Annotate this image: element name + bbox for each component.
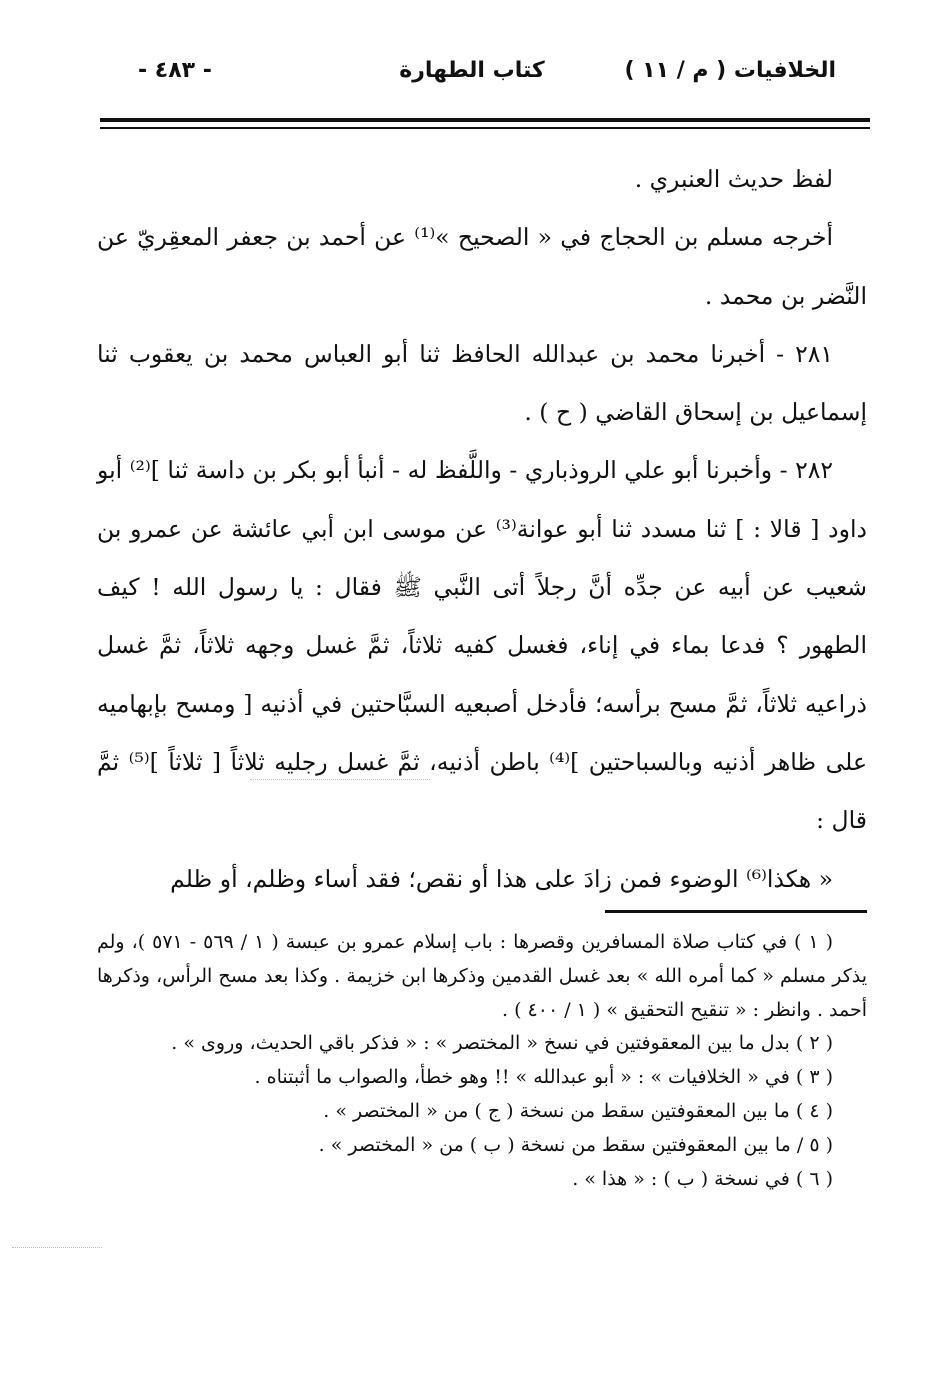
- footnotes: [97, 926, 867, 1196]
- footnote: ( ٦ ) في نسخة ( ب ) : « هذا » .: [572, 1167, 833, 1190]
- book-title: كتاب الطهارة: [399, 58, 545, 83]
- footnote: ( ٣ ) في « الخلافيات » : « أبو عبدالله » !! وهو خطأ، والصواب ما أثبتناه .: [254, 1066, 833, 1089]
- paragraph: لفظ حديث العنبري .: [634, 165, 833, 193]
- header-rule-thin: [100, 127, 870, 129]
- paragraph: « هكذا⁽⁶⁾ الوضوء فمن زادَ على هذا أو نقص؛ فقد أساء وظلم، أو ظلم: [170, 864, 833, 893]
- page-number: - ٤٨٣ -: [138, 58, 212, 83]
- scan-artifact: [12, 1247, 102, 1248]
- paragraph: ٢٨١ - أخبرنا محمد بن عبدالله الحافظ ثنا أبو العباس محمد بن يعقوب ثنا إسماعيل بن إسحاق القاضي ( ح ) .: [97, 339, 867, 427]
- paragraph: ٢٨٢ - وأخبرنا أبو علي الروذباري - واللَّفظ له - أنبأ أبو بكر بن داسة ثنا ]⁽²⁾ أبو داود [ قالا : ] ثنا مسدد ثنا أبو عوانة⁽³⁾ عن موسى ابن أبي عائشة عن عمرو بن شعيب عن أبيه عن جدِّه أنَّ رجلاً أتى النَّبي ﷺ فقال : يا رسول الله ! كيف الطهور ؟ فدعا بماء في إناء، فغسل كفيه ثلاثاً، ثمَّ غسل وجهه ثلاثاً، ثمَّ غسل ذراعيه ثلاثاً، ثمَّ مسح برأسه؛ فأدخل أصبعيه السبَّاحتين في أذنيه [ ومسح بإبهاميه على ظاهر أذنيه وبالسباحتين ]⁽⁴⁾ باطن أذنيه، ثمَّ غسل رجليه ثلاثاً [ ثلاثاً ]⁽⁵⁾ ثمَّ قال :: [97, 456, 867, 835]
- running-header: [108, 52, 836, 96]
- footnote: ( ٤ ) ما بين المعقوفتين سقط من نسخة ( ج ) من « المختصر » .: [323, 1099, 833, 1122]
- header-rule-thick: [100, 118, 870, 122]
- paragraph: أخرجه مسلم بن الحجاج في « الصحيح »⁽¹⁾ عن أحمد بن جعفر المعقِريّ عن النَّضر بن محمد .: [97, 223, 867, 310]
- scan-dotted-line: [250, 779, 430, 780]
- footnote: ( ٢ ) بدل ما بين المعقوفتين في نسخ « المختصر » : « فذكر باقي الحديث، وروى » .: [171, 1032, 833, 1055]
- footnote: ( ١ ) في كتاب صلاة المسافرين وقصرها : باب إسلام عمرو بن عبسة ( ١ / ٥٦٩ - ٥٧١ )، ولم يذكر مسلم « كما أمره الله » بعد غسل القدمين وذكرها ابن خزيمة . وكذا بعد مسح الرأس، وذكرها أحمد . وانظر : « تنقيح التحقيق » ( ١ / ٤٠٠ ) .: [97, 931, 867, 1021]
- main-text: [97, 150, 867, 908]
- volume-label: الخلافيات ( م / ١١ ): [624, 58, 836, 83]
- footnote-separator: [605, 910, 867, 913]
- footnote: ( ٥ / ما بين المعقوفتين سقط من نسخة ( ب ) من « المختصر » .: [318, 1133, 833, 1156]
